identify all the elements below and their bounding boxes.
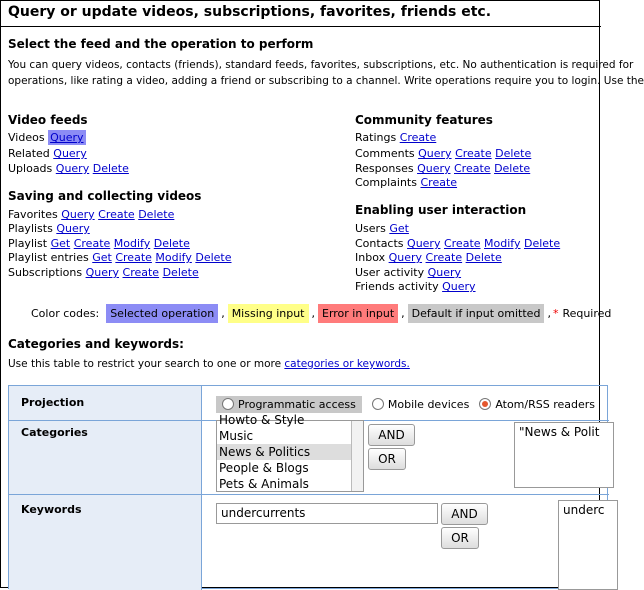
category-query-field[interactable]: "News & Polit	[514, 422, 614, 488]
projection-option-label: Atom/RSS readers	[495, 397, 596, 411]
feed-label: Complaints	[355, 176, 417, 189]
page-title: Query or update videos, subscriptions, favorites, friends etc.	[8, 4, 492, 20]
comments-create-link[interactable]: Create	[455, 147, 492, 160]
feed-label: Videos	[8, 131, 45, 144]
responses-query-link[interactable]: Query	[417, 162, 451, 175]
filter-table	[8, 385, 608, 589]
description-line-2: operations, like rating a video, adding a friend or subscribing to a channel. Write operations require you to login. Use the	[8, 75, 644, 87]
legend-required: Required	[562, 307, 612, 320]
feed-row-inbox	[355, 251, 502, 264]
playlist-delete-link[interactable]: Delete	[153, 237, 190, 250]
contacts-delete-link[interactable]: Delete	[523, 237, 561, 250]
description-line-1: You can query videos, contacts (friends), standard feeds, favorites, subscriptions, etc. No authentication is required for	[8, 59, 634, 71]
feed-row-friends-activity	[355, 280, 476, 293]
related-query-link[interactable]: Query	[53, 147, 87, 160]
playlist-entries-modify-link[interactable]: Modify	[155, 251, 192, 264]
legend-default: Default if input omitted	[408, 304, 545, 323]
playlist-get-link[interactable]: Get	[50, 237, 71, 250]
feed-label: Inbox	[355, 251, 386, 264]
keyword-query-field[interactable]: underc	[558, 500, 618, 590]
feed-row-ratings	[355, 131, 436, 144]
uploads-delete-link[interactable]: Delete	[92, 162, 129, 175]
title-divider	[1, 26, 601, 27]
radio-programmatic[interactable]	[222, 398, 234, 410]
category-option[interactable]: Music	[219, 429, 254, 443]
subscriptions-query-link[interactable]: Query	[85, 266, 120, 279]
category-option[interactable]: Howto & Style	[219, 413, 305, 427]
feed-row-complaints	[355, 176, 457, 189]
favorites-delete-link[interactable]: Delete	[138, 208, 175, 221]
keywords-label: Keywords	[21, 503, 82, 516]
saving-heading: Saving and collecting videos	[8, 189, 202, 203]
categories-label-cell	[9, 421, 202, 494]
projection-label: Projection	[21, 396, 85, 409]
feed-label: Playlists	[8, 222, 53, 235]
legend-error: Error in input	[318, 304, 398, 323]
projection-option-label: Programmatic access	[238, 397, 356, 411]
feed-label: Playlist entries	[8, 251, 89, 264]
subscriptions-delete-link[interactable]: Delete	[162, 266, 199, 279]
feed-label: Subscriptions	[8, 266, 83, 279]
categories-keywords-link[interactable]: categories or keywords.	[284, 358, 410, 370]
comments-query-link[interactable]: Query	[418, 147, 452, 160]
feed-row-user-activity	[355, 266, 461, 279]
feed-row-playlist-entries	[8, 251, 232, 264]
feed-label: Playlist	[8, 237, 48, 250]
projection-atom[interactable]	[479, 398, 595, 411]
playlist-entries-create-link[interactable]: Create	[115, 251, 152, 264]
legend-selected: Selected operation	[106, 304, 218, 323]
responses-delete-link[interactable]: Delete	[494, 162, 531, 175]
categories-heading: Categories and keywords:	[8, 337, 184, 351]
category-option-selected[interactable]: News & Politics	[217, 444, 363, 460]
playlists-query-link[interactable]: Query	[56, 222, 90, 235]
listbox-items	[217, 412, 363, 492]
contacts-create-link[interactable]: Create	[443, 237, 481, 250]
projection-option-label: Mobile devices	[387, 397, 470, 411]
keyword-or-button[interactable]: OR	[441, 527, 479, 549]
feed-row-playlists	[8, 222, 90, 235]
feed-row-contacts	[355, 237, 560, 250]
keywords-label-cell	[9, 495, 202, 590]
favorites-create-link[interactable]: Create	[98, 208, 135, 221]
comments-delete-link[interactable]: Delete	[495, 147, 532, 160]
projection-mobile[interactable]	[372, 398, 469, 411]
legend-sep: ,	[547, 307, 551, 320]
feed-row-related	[8, 147, 87, 160]
feed-row-videos	[8, 131, 86, 144]
video-feeds-heading: Video feeds	[8, 113, 88, 127]
feed-row-responses	[355, 162, 530, 175]
inbox-delete-link[interactable]: Delete	[465, 251, 502, 264]
complaints-create-link[interactable]: Create	[420, 176, 458, 189]
feed-row-users	[355, 222, 409, 235]
feed-label: Comments	[355, 147, 415, 160]
community-heading: Community features	[355, 113, 493, 127]
ratings-create-link[interactable]: Create	[399, 131, 437, 144]
legend-sep: ,	[401, 307, 405, 320]
category-or-button[interactable]: OR	[368, 448, 406, 470]
inbox-create-link[interactable]: Create	[425, 251, 463, 264]
feed-label: Ratings	[355, 131, 397, 144]
legend-sep: ,	[311, 307, 315, 320]
contacts-modify-link[interactable]: Modify	[484, 237, 521, 250]
feed-label: Uploads	[8, 162, 53, 175]
feed-row-favorites	[8, 208, 174, 221]
feed-label: User activity	[355, 266, 425, 279]
friends-activity-query-link[interactable]: Query	[442, 280, 476, 293]
category-option[interactable]: Pets & Animals	[219, 477, 309, 491]
feed-label: Responses	[355, 162, 414, 175]
playlist-entries-delete-link[interactable]: Delete	[195, 251, 232, 264]
contacts-query-link[interactable]: Query	[407, 237, 441, 250]
feed-label: Friends activity	[355, 280, 439, 293]
feed-label: Related	[8, 147, 50, 160]
required-mark: *	[552, 307, 559, 320]
categories-description	[8, 358, 410, 370]
playlist-entries-get-link[interactable]: Get	[92, 251, 112, 264]
radio-atom[interactable]	[479, 398, 491, 410]
feed-row-subscriptions	[8, 266, 199, 279]
feed-label: Favorites	[8, 208, 58, 221]
videos-query-link[interactable]: Query	[50, 131, 84, 144]
responses-create-link[interactable]: Create	[454, 162, 491, 175]
select-feed-heading: Select the feed and the operation to perform	[8, 37, 314, 51]
playlist-create-link[interactable]: Create	[73, 237, 111, 250]
subscriptions-create-link[interactable]: Create	[122, 266, 160, 279]
color-legend	[31, 304, 611, 323]
projection-programmatic[interactable]	[216, 396, 362, 413]
keyword-and-button[interactable]: AND	[441, 503, 488, 525]
uploads-query-link[interactable]: Query	[55, 162, 90, 175]
radio-mobile[interactable]	[372, 398, 384, 410]
categories-label: Categories	[21, 426, 88, 439]
feed-row-playlist	[8, 237, 190, 250]
interaction-heading: Enabling user interaction	[355, 203, 527, 217]
categories-listbox[interactable]	[216, 413, 364, 492]
feed-label: Contacts	[355, 237, 404, 250]
feed-row-comments	[355, 147, 531, 160]
keyword-input[interactable]: undercurrents	[216, 503, 438, 524]
feed-row-uploads	[8, 162, 129, 175]
playlist-modify-link[interactable]: Modify	[113, 237, 151, 250]
legend-missing: Missing input	[228, 304, 309, 323]
categories-desc-text: Use this table to restrict your search to one or more	[8, 358, 285, 370]
legend-sep: ,	[221, 307, 225, 320]
legend-label: Color codes:	[31, 307, 100, 320]
inbox-query-link[interactable]: Query	[388, 251, 423, 264]
feed-label: Users	[355, 222, 386, 235]
users-get-link[interactable]: Get	[389, 222, 409, 235]
category-option[interactable]: People & Blogs	[219, 461, 309, 475]
category-and-button[interactable]: AND	[368, 424, 415, 446]
user-activity-query-link[interactable]: Query	[427, 266, 462, 279]
listbox-scrollbar[interactable]	[351, 421, 363, 491]
projection-label-cell	[9, 386, 202, 420]
favorites-query-link[interactable]: Query	[61, 208, 95, 221]
